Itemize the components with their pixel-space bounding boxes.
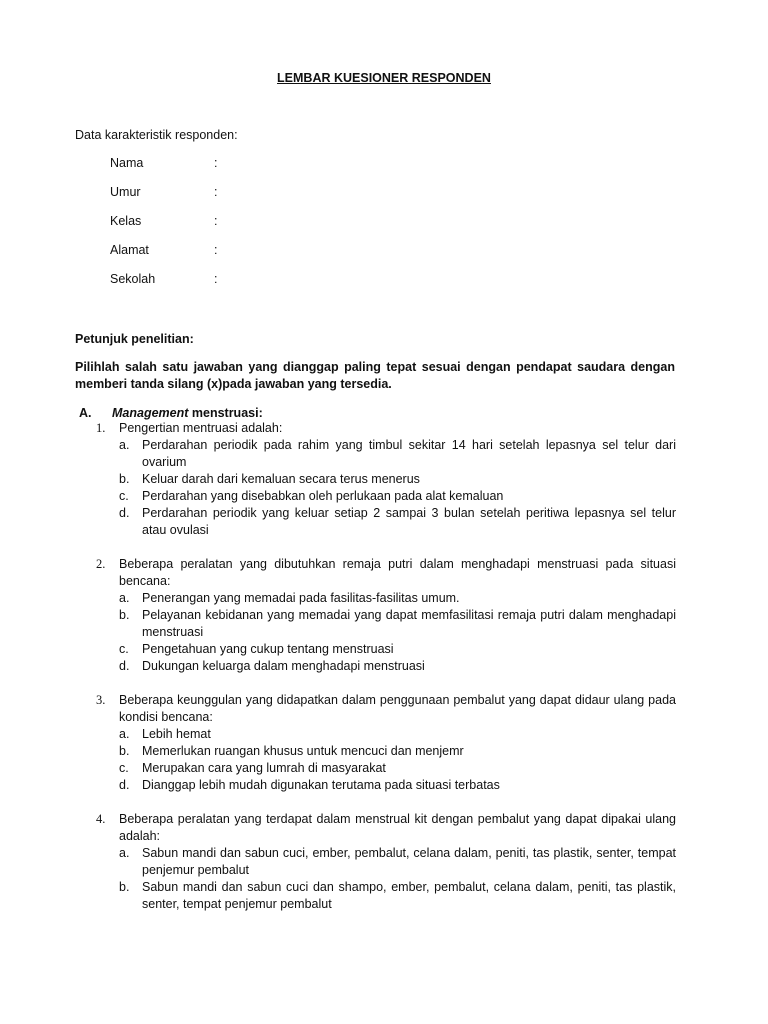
- question-2: [96, 556, 676, 675]
- option-c[interactable]: [119, 488, 676, 505]
- option-a[interactable]: [119, 437, 676, 471]
- field-row-kelas: [110, 213, 224, 242]
- option-b[interactable]: [119, 879, 676, 913]
- option-c[interactable]: [119, 641, 676, 658]
- option-letter: c.: [119, 642, 129, 656]
- option-c[interactable]: [119, 760, 676, 777]
- option-text: Pelayanan kebidanan yang memadai yang dapat memfasilitasi remaja putri dalam menghadapi menstruasi: [142, 608, 676, 639]
- section-title-rest: menstruasi:: [188, 406, 263, 420]
- field-label: Nama: [110, 156, 144, 170]
- instructions-text: Pilihlah salah satu jawaban yang dianggap paling tepat sesuai dengan pendapat saudara dengan memberi tanda silang (x)pada jawaban yang tersedia.: [75, 360, 675, 391]
- option-text: Dianggap lebih mudah digunakan terutama pada situasi terbatas: [142, 778, 500, 792]
- option-text: Dukungan keluarga dalam menghadapi menstruasi: [142, 659, 425, 673]
- option-letter: d.: [119, 506, 130, 520]
- option-letter: a.: [119, 727, 130, 741]
- option-d[interactable]: [119, 777, 676, 794]
- option-text: Perdarahan yang disebabkan oleh perlukaan pada alat kemaluan: [142, 489, 504, 503]
- field-colon: :: [214, 243, 218, 257]
- question-text: Beberapa peralatan yang dibutuhkan remaja putri dalam menghadapi menstruasi pada situasi bencana:: [119, 557, 676, 588]
- option-letter: c.: [119, 489, 129, 503]
- option-d[interactable]: [119, 505, 676, 539]
- document-title: LEMBAR KUESIONER RESPONDEN: [277, 71, 491, 85]
- option-letter: a.: [119, 438, 130, 452]
- option-letter: b.: [119, 744, 130, 758]
- field-row-sekolah: [110, 271, 224, 300]
- option-letter: a.: [119, 846, 130, 860]
- option-text: Merupakan cara yang lumrah di masyarakat: [142, 761, 386, 775]
- field-label: Sekolah: [110, 272, 156, 286]
- option-text: Perdarahan periodik yang keluar setiap 2 sampai 3 bulan setelah peritiwa lepasnya sel telur atau ovulasi: [142, 506, 676, 537]
- question-text: Beberapa peralatan yang terdapat dalam menstrual kit dengan pembalut yang dapat dipakai ulang adalah:: [119, 812, 676, 843]
- question-number: 2.: [96, 557, 106, 571]
- option-letter: d.: [119, 659, 130, 673]
- option-text: Perdarahan periodik pada rahim yang timbul sekitar 14 hari setelah lepasnya sel telur dari ovarium: [142, 438, 676, 469]
- option-text: Keluar darah dari kemaluan secara terus menerus: [142, 472, 420, 486]
- option-text: Lebih hemat: [142, 727, 211, 741]
- option-a[interactable]: [119, 726, 676, 743]
- option-letter: c.: [119, 761, 129, 775]
- question-text: Beberapa keunggulan yang didapatkan dalam penggunaan pembalut yang dapat didaur ulang pada kondisi bencana:: [119, 693, 676, 724]
- question-number: 3.: [96, 693, 106, 707]
- question-4: [96, 811, 676, 913]
- field-colon: :: [214, 272, 218, 286]
- option-letter: b.: [119, 880, 130, 894]
- respondent-data-heading: Data karakteristik responden:: [75, 128, 238, 142]
- option-text: Sabun mandi dan sabun cuci, ember, pembalut, celana dalam, peniti, tas plastik, senter, tempat penjemur pembalut: [142, 846, 676, 877]
- option-letter: b.: [119, 608, 130, 622]
- option-b[interactable]: [119, 471, 676, 488]
- field-colon: :: [214, 185, 218, 199]
- field-row-umur: [110, 184, 224, 213]
- option-b[interactable]: [119, 607, 676, 641]
- respondent-fields: [110, 155, 224, 300]
- option-a[interactable]: [119, 845, 676, 879]
- option-a[interactable]: [119, 590, 676, 607]
- field-colon: :: [214, 214, 218, 228]
- section-letter: A.: [79, 406, 92, 420]
- field-colon: :: [214, 156, 218, 170]
- section-title-italic: Management: [112, 406, 189, 420]
- field-row-alamat: [110, 242, 224, 271]
- option-text: Memerlukan ruangan khusus untuk mencuci dan menjemr: [142, 744, 464, 758]
- option-text: Penerangan yang memadai pada fasilitas-fasilitas umum.: [142, 591, 460, 605]
- question-text: Pengertian mentruasi adalah:: [119, 421, 283, 435]
- option-letter: b.: [119, 472, 130, 486]
- field-label: Alamat: [110, 243, 149, 257]
- question-3: [96, 692, 676, 794]
- option-b[interactable]: [119, 743, 676, 760]
- question-1: [96, 420, 676, 539]
- field-row-nama: [110, 155, 224, 184]
- instructions-title: Petunjuk penelitian:: [75, 332, 194, 346]
- question-number: 1.: [96, 421, 106, 435]
- option-text: Sabun mandi dan sabun cuci dan shampo, ember, pembalut, celana dalam, peniti, tas plastik, senter, tempat penjemur pembalut: [142, 880, 676, 911]
- question-list: [96, 420, 676, 930]
- option-text: Pengetahuan yang cukup tentang menstruasi: [142, 642, 394, 656]
- question-number: 4.: [96, 812, 106, 826]
- option-letter: a.: [119, 591, 130, 605]
- field-label: Kelas: [110, 214, 142, 228]
- option-letter: d.: [119, 778, 130, 792]
- option-d[interactable]: [119, 658, 676, 675]
- field-label: Umur: [110, 185, 141, 199]
